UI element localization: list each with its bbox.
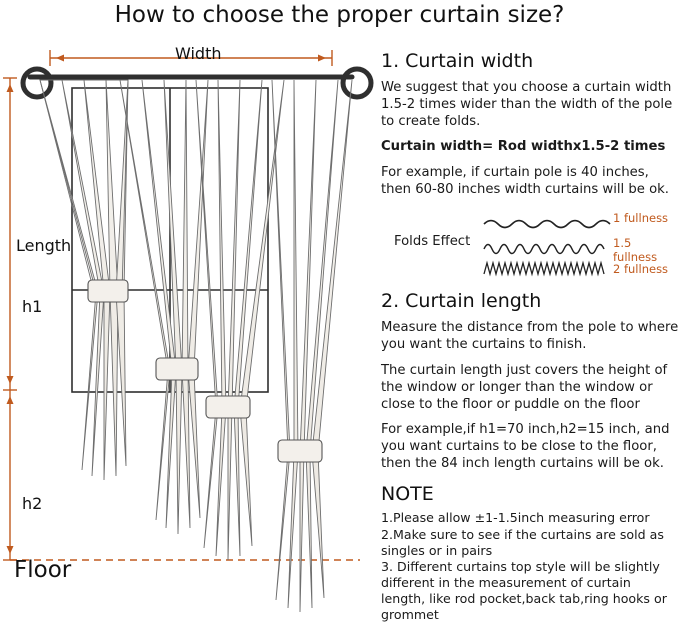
section-heading-curtain-length: 2. Curtain length (381, 290, 542, 313)
note-item-1: 1.Please allow ±1-1.5inch measuring error (381, 509, 650, 525)
folds-effect-label: Folds Effect (394, 234, 471, 250)
section-heading-curtain-width: 1. Curtain width (381, 50, 534, 72)
fold-caption-2: 1.5 fullness (613, 236, 658, 265)
folds-effect-block (381, 208, 679, 280)
length-dimension-label: Length (16, 236, 72, 255)
curtain-length-example: For example,if h1=70 inch,h2=15 inch, and you want curtains to be close to the floor, then the 84 inch length curtains will be ok. (381, 422, 670, 472)
curtain-width-paragraph-1: We suggest that you choose a curtain width 1.5-2 times wider than the width of the pole to create folds. (381, 79, 673, 129)
curtain-width-formula: Curtain width= Rod widthx1.5-2 times (381, 139, 666, 155)
h1-dimension-label: h1 (22, 297, 43, 316)
page-title: How to choose the proper curtain size? (114, 2, 565, 28)
curtain-length-paragraph-2: The curtain length just covers the height of the window or longer than the window or close to the floor or puddle on the floor (381, 362, 668, 412)
note-list (381, 510, 679, 623)
curtain-length-paragraph-1: Measure the distance from the pole to where you want the curtains to finish. (381, 319, 679, 352)
width-dimension-label: Width (175, 44, 222, 63)
h2-dimension-label: h2 (22, 494, 43, 513)
note-item-2: 2.Make sure to see if the curtains are sold as singles or in pairs (381, 526, 664, 558)
note-item-3: 3. Different curtains top style will be slightly different in the measurement of curtain length, like rod pocket,back tab,ring hooks or grommet (381, 559, 667, 623)
fold-caption-3: 2 fullness (613, 262, 669, 277)
curtain-width-example: For example, if curtain pole is 40 inches, then 60-80 inches width curtains will be ok. (381, 165, 669, 198)
fold-caption-1: 1 fullness (613, 211, 669, 226)
floor-label: Floor (14, 557, 72, 583)
instructions-column (381, 50, 679, 624)
note-heading: NOTE (381, 483, 434, 506)
